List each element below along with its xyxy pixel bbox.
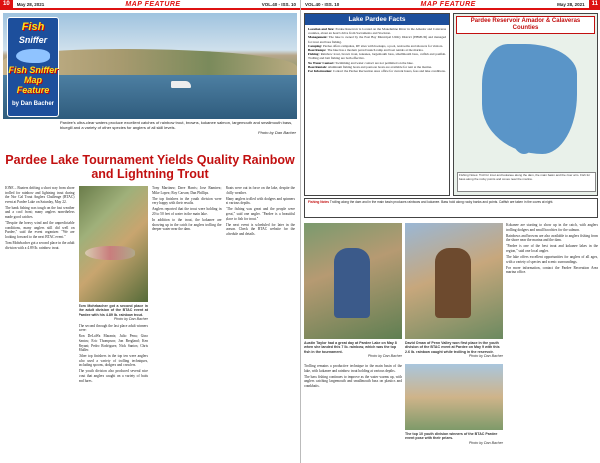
top-caption-text: Pardee's ultra-clear waters produce excellent catches of rainbow trout, browns, kokanee salmon, largemouth and smallmouth bass, bluegill and a variety of other species for anglers of all skill levels. bbox=[60, 120, 293, 130]
paragraph: The next event is scheduled for later in the season. Check the BTAC website for the schedule and details. bbox=[225, 222, 295, 236]
trout-graphic bbox=[85, 246, 135, 260]
paragraph: Anglers reported that the trout were holding in 20 to 50 feet of water in the main lake. bbox=[152, 207, 222, 216]
logo-byline: by Dan Bacher bbox=[11, 101, 54, 107]
article-column-4 bbox=[226, 186, 296, 458]
paragraph: In addition to the trout, the kokanee are showing up in the catch for anglers trolling the deeper water near the dam. bbox=[152, 218, 222, 232]
issue-date: May 28, 2021 bbox=[16, 1, 45, 7]
photo3-caption bbox=[405, 432, 503, 445]
fact-item bbox=[308, 52, 446, 60]
paragraph: Other top finishers in the top ten were anglers who used a variety of trolling techniques, including spoons, dodgers and crawlers. bbox=[78, 354, 148, 368]
angler-photo-1 bbox=[304, 223, 402, 339]
photo3-caption-text: The top 10 youth division winners of the BTAC Pardee event pose with their prizes. bbox=[405, 432, 498, 441]
photo1-credit: Photo by Dan Bacher bbox=[367, 354, 402, 359]
top-caption-credit: Photo by Dan Bacher bbox=[257, 130, 296, 135]
fact-label: Camping: bbox=[308, 43, 323, 48]
photo1-caption bbox=[304, 341, 402, 359]
fact-item bbox=[308, 35, 446, 43]
paragraph: "The fishing was great and the people were great," said one angler. "Pardee is a beautiful place to fish for trout." bbox=[225, 207, 295, 221]
paragraph: IONE – Boaters drifting a short way from shore trolled for rainbow and lightning trout during the Nor Cal Trout Anglers Challenge (BTAC) event at Pardee Lake on Saturday, May 22. bbox=[5, 186, 75, 204]
paragraph: Tony Martinez; Dave Harris; Jose Ramirez; Mike Lopez; Roy Carson; Dan Phillips. bbox=[152, 186, 222, 195]
fishing-notes-label: Fishing Notes bbox=[308, 200, 330, 204]
logo-line2: Sniffer bbox=[18, 35, 48, 45]
paragraph: Many anglers trolled with dodgers and spinners at various depths. bbox=[225, 196, 295, 206]
logo-line1: Fish bbox=[21, 21, 45, 33]
fishing-notes-text: Trolling along the dam and in the main basin produces rainbows and kokanee. Bass hold along rocky banks and points. Catfish are taken in the coves at night. bbox=[329, 200, 554, 204]
paragraph: The youth division also produced several nice trout that anglers caught on a variety of baits and lures. bbox=[78, 369, 148, 383]
group-photo bbox=[405, 364, 503, 430]
fact-text: Aluminum fishing boats and pontoon boats are available for rent at the marina. bbox=[327, 64, 432, 69]
paragraph: The second through the last place adult winners were: bbox=[78, 323, 148, 333]
article-column-2 bbox=[79, 186, 149, 458]
fact-text: Rainbow trout, brown trout, kokanee, largemouth bass, smallmouth bass, catfish and panfish. Trolling and bait fishing are both effective. bbox=[308, 52, 446, 61]
fact-text: Pardee offers campsites, RV sites with hookups, a pool, restrooms and showers for visitors. bbox=[322, 43, 444, 48]
angler-caption-text: Tom Mohrbacher got a second place in the adult division of the BTAC event at Pardee with his 4.89 lb. rainbow trout. bbox=[78, 304, 148, 317]
volume-issue: VOL.40 - ISS. 10 bbox=[261, 1, 296, 7]
boat-graphic bbox=[171, 81, 191, 88]
right-article-column-3 bbox=[506, 223, 598, 459]
logo-line3: Fish Sniffer Map Feature bbox=[8, 65, 58, 95]
paragraph: Tom Mohrbacher got a second place in the adult division with a 4.89 lb. rainbow trout. bbox=[5, 241, 75, 250]
map-title: Pardee Reservoir Amador & Calaveras Counties bbox=[456, 16, 595, 34]
paragraph: Trolling remains a productive technique in the main basin of the lake, with kokanee and rainbow trout holding at various depths. bbox=[304, 364, 402, 373]
paragraph: The lake offers excellent opportunities for anglers of all ages, with a variety of species and scenic surroundings. bbox=[506, 255, 598, 264]
fish-icon bbox=[16, 49, 50, 63]
fact-label: Location and Size: bbox=[308, 27, 335, 31]
photo2-caption-text: David Oman of Penn Valley won first place in the youth division of the BTAC event at Pardee on May 9 with this 2.6 lb. rainbow caught while trolling in the reservoir. bbox=[405, 341, 500, 354]
fact-label: Management: bbox=[308, 35, 328, 40]
fishing-notes-bar bbox=[304, 198, 598, 218]
angler-graphic bbox=[435, 248, 471, 318]
fact-text: The lake is owned by the East Bay Municipal Utility District (EBMUD) and managed for trout and bass fishing. bbox=[308, 35, 447, 44]
left-header-bar bbox=[0, 0, 300, 10]
angler-photo-caption bbox=[79, 304, 149, 322]
fish-sniffer-logo bbox=[7, 17, 59, 117]
photo2-credit: Photo by Dan Bacher bbox=[468, 354, 503, 359]
fact-text: The lake has a modern paved launch ramp and boat rentals at the marina. bbox=[327, 48, 424, 53]
paragraph: The top finishers in the youth division were very happy with their results. bbox=[152, 196, 222, 206]
lake-arm-graphic bbox=[509, 94, 539, 154]
section-title: MAP FEATURE bbox=[125, 0, 181, 8]
lake-photo bbox=[3, 13, 297, 119]
page-number: 10 bbox=[0, 0, 13, 8]
fact-label: Boat Rentals: bbox=[308, 64, 328, 69]
paragraph: The bass fishing continues to improve as the water warms up, with anglers catching largemouth and smallmouth bass on plastics and crankbaits. bbox=[304, 374, 402, 388]
paragraph: For more information, contact the Pardee Recreation Area marina office. bbox=[506, 265, 598, 275]
angler-graphic bbox=[334, 248, 370, 318]
paragraph: Ron DeLaWa Maranis; Julio Pena; Gino Santos; Eric Thompson; Jon Bergland; Ken Bryant; Pedro Rodriguez; Nick Santos; Chris Muller. bbox=[78, 334, 148, 353]
section-title: MAP FEATURE bbox=[420, 0, 476, 8]
fact-item bbox=[308, 69, 446, 73]
paragraph: Rainbows and browns are also available to anglers fishing from the shore near the marina and the dam. bbox=[506, 233, 598, 243]
angler-photo bbox=[79, 186, 149, 302]
fact-label: Boat Ramps: bbox=[308, 48, 327, 53]
fact-text: Contact the Pardee Recreation Area office for current hours, fees and lake conditions. bbox=[333, 69, 446, 74]
issue-date: May 28, 2021 bbox=[557, 1, 585, 7]
fact-text: Swimming and water contact are not permitted on the lake. bbox=[335, 60, 414, 65]
paragraph: Boats were out in force on the lake, despite the chilly weather. bbox=[225, 186, 295, 195]
article-column-1 bbox=[5, 186, 75, 458]
page-number: 11 bbox=[589, 0, 600, 8]
facts-title: Lake Pardee Facts bbox=[305, 14, 449, 25]
photo2-caption bbox=[405, 341, 503, 359]
angler-photo-2 bbox=[405, 223, 503, 339]
right-page bbox=[300, 0, 600, 463]
right-header-bar bbox=[301, 0, 600, 10]
fact-label: Fishing: bbox=[308, 52, 320, 57]
reservoir-map bbox=[453, 13, 598, 196]
fact-label: For Information: bbox=[308, 69, 333, 74]
angler-caption-credit: Photo by Dan Bacher bbox=[113, 317, 148, 322]
top-photo-caption bbox=[60, 120, 296, 135]
photo3-credit: Photo by Dan Bacher bbox=[468, 440, 503, 445]
fact-label: No Water Contact: bbox=[308, 60, 335, 65]
map-legend: Fishing Notes: Troll for trout and kokanee along the dam, the main basin and the river arm. Fish for bass along the rocky points and coves near the marina. bbox=[457, 172, 596, 192]
article-columns bbox=[5, 186, 295, 458]
fact-text: Pardee Reservoir is located on the Mokelumne River in the Amador and Calaveras counties, about an hour's drive from Sacramento and Stockton. bbox=[308, 27, 446, 36]
volume-issue: VOL.40 - ISS. 10 bbox=[305, 1, 340, 7]
right-article-column-1 bbox=[304, 364, 402, 459]
article-column-3 bbox=[152, 186, 222, 458]
fact-item bbox=[308, 27, 446, 35]
article-headline: Pardee Lake Tournament Yields Quality Rainbow and Lightning Trout bbox=[5, 153, 295, 181]
facts-body bbox=[305, 25, 449, 75]
paragraph: Kokanee are starting to show up in the catch, with anglers trolling dodgers and small hoochies for the salmon. bbox=[506, 223, 598, 232]
paragraph: The bank fishing was tough on the fast weather and a cool front; many anglers nonetheless made good catches. bbox=[5, 205, 75, 220]
paragraph: "Pardee is one of the best trout and kokanee lakes in the region," said one local angler. bbox=[506, 244, 598, 253]
paragraph: "Despite the heavy wind and the unpredictable conditions, many anglers still did well on Pardee," said the event organizer. "We are looking forward to the next BTAC event." bbox=[5, 221, 75, 239]
lake-facts-box bbox=[304, 13, 450, 196]
photo1-caption-text: Austin Taylor had a great day at Pardee Lake on May 8 when she landed this 7 lb. rainbow, which was the top fish in the tournament. bbox=[304, 341, 397, 354]
